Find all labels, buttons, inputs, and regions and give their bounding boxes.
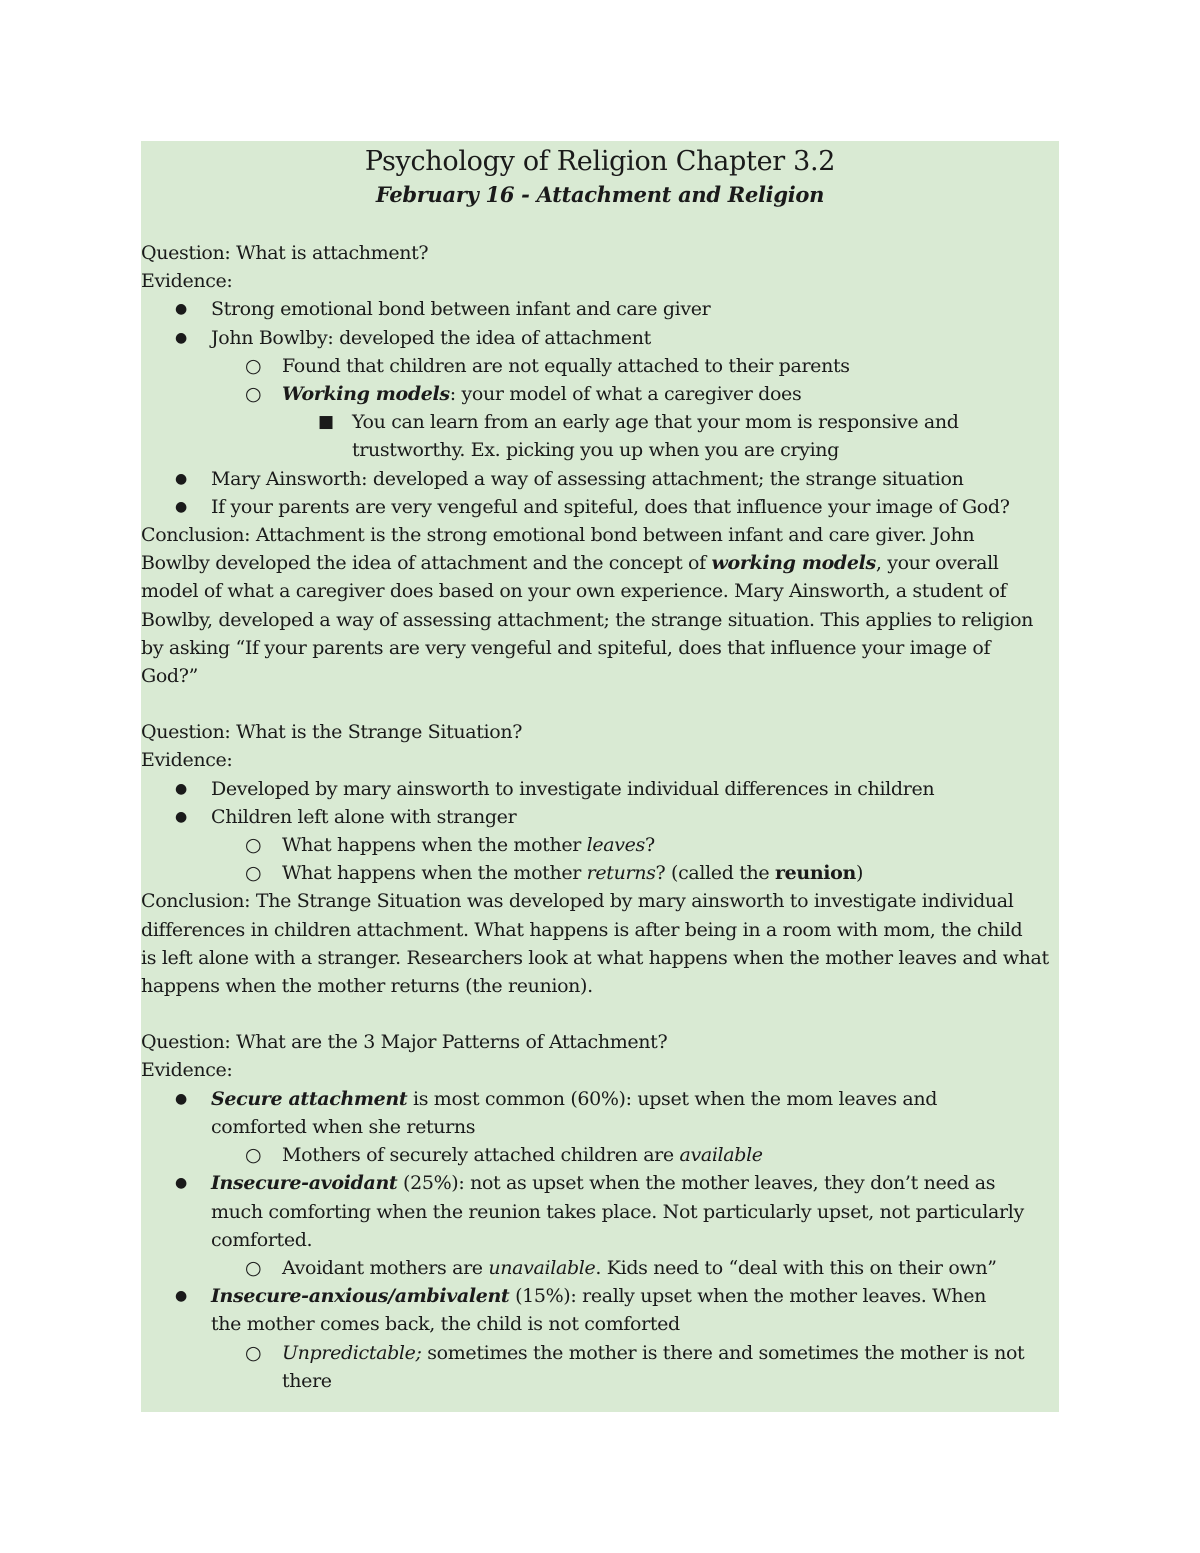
evidence-list (141, 775, 1059, 888)
bullet-dot-icon: ● (175, 1175, 187, 1192)
bullet-circle-icon: ○ (245, 383, 262, 406)
bullet-circle-icon: ○ (245, 1341, 262, 1364)
bullet-dot-icon: ● (175, 470, 187, 487)
question-text: Question: What is the Strange Situation? (141, 721, 523, 744)
list-item: ○ Unpredictable; sometimes the mother is there and sometimes the mother is not there (141, 1339, 1059, 1395)
question-text: Question: What are the 3 Major Patterns of Attachment? (141, 1031, 668, 1054)
bullet-dot-icon: ● (175, 301, 187, 318)
evidence-label: Evidence: (141, 270, 233, 293)
list-item: ● Developed by mary ainsworth to investigate individual differences in children (141, 775, 1059, 803)
list-item: ○ What happens when the mother returns? (called the reunion) (141, 859, 1059, 887)
list-item: ○ Working models: your model of what a caregiver does (141, 380, 1059, 408)
bullet-square-icon: ■ (318, 412, 334, 433)
notes-page (141, 141, 1059, 1412)
list-item: ● John Bowlby: developed the idea of attachment (141, 324, 1059, 352)
bullet-circle-icon: ○ (245, 862, 262, 885)
list-item: ○ What happens when the mother leaves? (141, 831, 1059, 859)
list-item: ○ Mothers of securely attached children are available (141, 1141, 1059, 1169)
list-item: ● Strong emotional bond between infant and care giver (141, 295, 1059, 323)
section-attachment (141, 239, 1059, 690)
bullet-circle-icon: ○ (245, 1256, 262, 1279)
list-item: ○ Found that children are not equally attached to their parents (141, 352, 1059, 380)
page-subtitle: February 16 - Attachment and Religion (375, 182, 825, 207)
list-item: ● Secure attachment is most common (60%): upset when the mom leaves and comforted when she returns (141, 1085, 1059, 1141)
page-title: Psychology of Religion Chapter 3.2 (364, 146, 836, 177)
list-item: ■ You can learn from an early age that your mom is responsive and trustworthy. Ex. picking you up when you are crying (141, 408, 1059, 464)
list-item: ● Insecure-avoidant (25%): not as upset when the mother leaves, they don’t need as much comforting when the reunion takes place. Not particularly upset, not particularly comforted. (141, 1169, 1059, 1254)
bullet-circle-icon: ○ (245, 834, 262, 857)
list-item: ● Mary Ainsworth: developed a way of assessing attachment; the strange situation (141, 465, 1059, 493)
section-strange-situation (141, 718, 1059, 1000)
list-item: ○ Avoidant mothers are unavailable. Kids need to “deal with this on their own” (141, 1254, 1059, 1282)
question-text: Question: What is attachment? (141, 242, 429, 264)
bullet-dot-icon: ● (175, 498, 187, 515)
evidence-list (141, 295, 1059, 521)
bullet-dot-icon: ● (175, 1090, 187, 1107)
list-item: ● Insecure-anxious/ambivalent (15%): really upset when the mother leaves. When the mother comes back, the child is not comforted (141, 1282, 1059, 1338)
bullet-circle-icon: ○ (245, 1144, 262, 1167)
evidence-label: Evidence: (141, 749, 233, 772)
conclusion-text: Conclusion: Attachment is the strong emotional bond between infant and care giver. John Bowlby developed the idea of attachment and the concept of working models, your overall model of what a caregiver does based on your own experience. Mary Ainsworth, a student of Bowlby, developed a way of assessing attachment; the strange situation. This applies to religion by asking “If your parents are very vengeful and spiteful, does that influence your image of God?” (141, 524, 1034, 688)
notes-body (141, 211, 1059, 1395)
conclusion-text: Conclusion: The Strange Situation was developed by mary ainsworth to investigate individual differences in children attachment. What happens is after being in a room with mom, the child is left alone with a stranger. Researchers look at what happens when the mother leaves and what happens when the mother returns (the reunion). (141, 890, 1049, 998)
bullet-circle-icon: ○ (245, 354, 262, 377)
bullet-dot-icon: ● (175, 780, 187, 797)
section-attachment-patterns (141, 1028, 1059, 1395)
list-item: ● If your parents are very vengeful and spiteful, does that influence your image of God? (141, 493, 1059, 521)
bullet-dot-icon: ● (175, 1288, 187, 1305)
evidence-label: Evidence: (141, 1059, 233, 1082)
bullet-dot-icon: ● (175, 808, 187, 825)
evidence-list (141, 1085, 1059, 1395)
bullet-dot-icon: ● (175, 329, 187, 346)
list-item: ● Children left alone with stranger (141, 803, 1059, 831)
